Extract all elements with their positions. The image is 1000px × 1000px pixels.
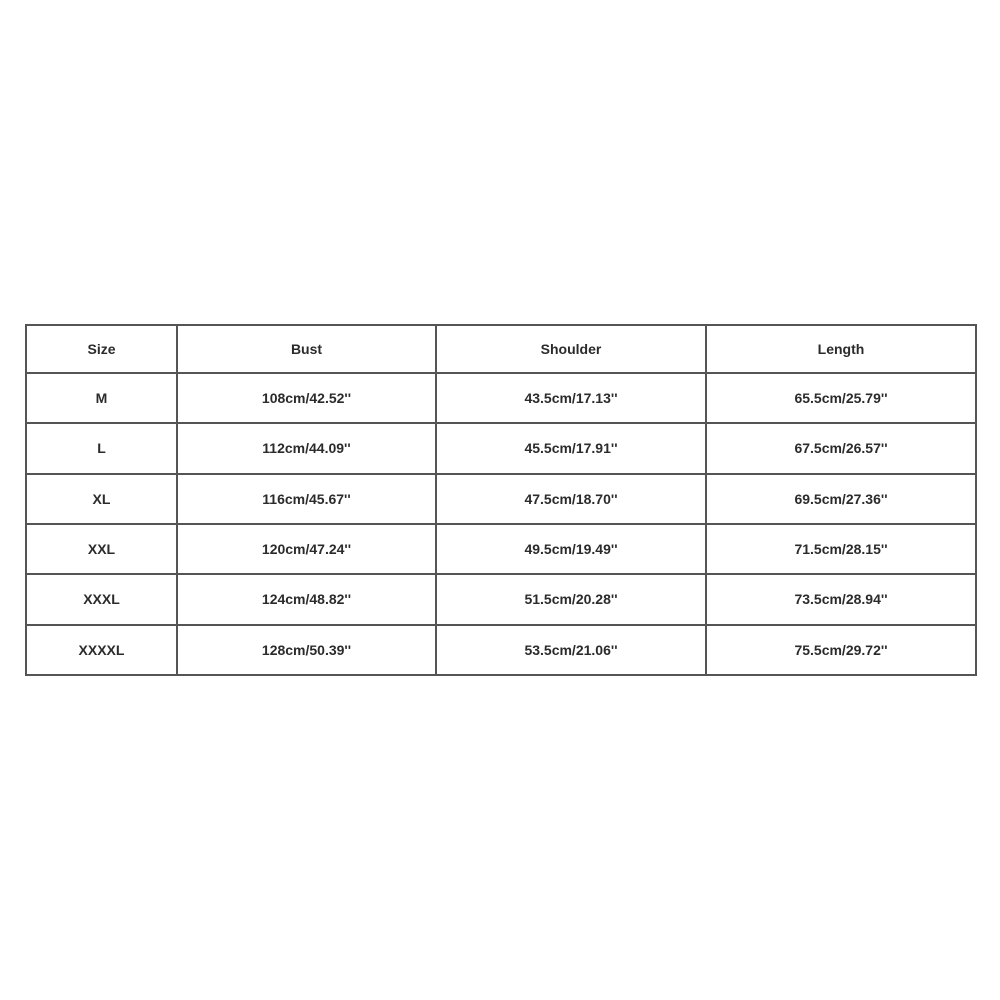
table-row [26, 625, 976, 675]
table-row [26, 474, 976, 524]
header-size: Size [26, 325, 177, 373]
cell-length: 65.5cm/25.79'' [706, 373, 976, 423]
header-bust: Bust [177, 325, 436, 373]
cell-size: XXL [26, 524, 177, 574]
cell-size: XXXXL [26, 625, 177, 675]
cell-shoulder: 51.5cm/20.28'' [436, 574, 706, 624]
table-row [26, 373, 976, 423]
cell-shoulder: 47.5cm/18.70'' [436, 474, 706, 524]
table-row [26, 574, 976, 624]
cell-bust: 108cm/42.52'' [177, 373, 436, 423]
header-length: Length [706, 325, 976, 373]
cell-size: L [26, 423, 177, 473]
table-row [26, 423, 976, 473]
cell-length: 69.5cm/27.36'' [706, 474, 976, 524]
cell-bust: 128cm/50.39'' [177, 625, 436, 675]
cell-shoulder: 43.5cm/17.13'' [436, 373, 706, 423]
cell-size: XL [26, 474, 177, 524]
cell-bust: 120cm/47.24'' [177, 524, 436, 574]
cell-bust: 124cm/48.82'' [177, 574, 436, 624]
cell-bust: 112cm/44.09'' [177, 423, 436, 473]
size-chart-table [25, 324, 977, 676]
cell-shoulder: 45.5cm/17.91'' [436, 423, 706, 473]
cell-length: 67.5cm/26.57'' [706, 423, 976, 473]
table-header-row [26, 325, 976, 373]
table-row [26, 524, 976, 574]
cell-size: M [26, 373, 177, 423]
cell-length: 75.5cm/29.72'' [706, 625, 976, 675]
cell-bust: 116cm/45.67'' [177, 474, 436, 524]
cell-size: XXXL [26, 574, 177, 624]
header-shoulder: Shoulder [436, 325, 706, 373]
cell-length: 73.5cm/28.94'' [706, 574, 976, 624]
cell-shoulder: 49.5cm/19.49'' [436, 524, 706, 574]
cell-shoulder: 53.5cm/21.06'' [436, 625, 706, 675]
cell-length: 71.5cm/28.15'' [706, 524, 976, 574]
